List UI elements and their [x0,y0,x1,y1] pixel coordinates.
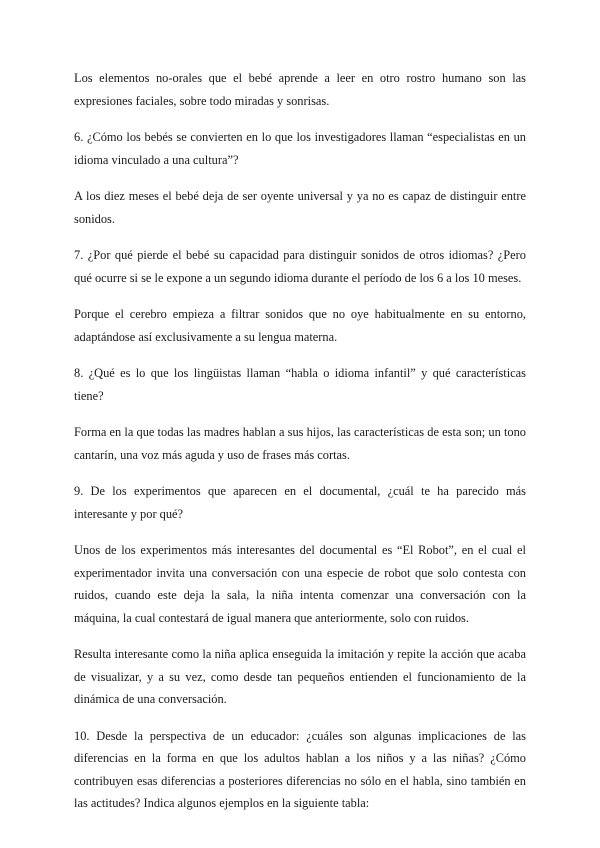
question-7: 7. ¿Por qué pierde el bebé su capacidad para distinguir sonidos de otros idiomas? ¿Pero qué ocurre si se le expone a un segundo idioma durante el período de los 6 a los 10 meses. [74,248,526,285]
answer-6: A los diez meses el bebé deja de ser oyente universal y ya no es capaz de distinguir entre sonidos. [74,189,526,226]
question-9: 9. De los experimentos que aparecen en el documental, ¿cuál te ha parecido más interesante y por qué? [74,484,526,521]
document-body [74,67,526,829]
question-6: 6. ¿Cómo los bebés se convierten en lo que los investigadores llaman “especialistas en un idioma vinculado a una cultura”? [74,130,526,167]
question-10: 10. Desde la perspectiva de un educador: ¿cuáles son algunas implicaciones de las diferencias en la forma en que los adultos hablan a los niños y a las niñas? ¿Cómo contribuyen esas diferencias a posteriores diferencias no sólo en el habla, sino también en las actitudes? Indica algunos ejemplos en la siguiente tabla: [74,728,526,810]
answer-8: Forma en la que todas las madres hablan a sus hijos, las características de esta son; un tono cantarín, una voz más aguda y uso de frases más cortas. [74,425,526,462]
answer-paragraph: Los elementos no-orales que el bebé aprende a leer en otro rostro humano son las expresiones faciales, sobre todo miradas y sonrisas. [74,71,526,108]
answer-9-part-1: Unos de los experimentos más interesantes del documental es “El Robot”, en el cual el experimentador invita una conversación con una especie de robot que solo contesta con ruidos, cuando este deja la sala, la niña intenta comenzar una conversación con la máquina, la cual contestará de igual manera que anteriormente, solo con ruidos. [74,543,526,625]
answer-7: Porque el cerebro empieza a filtrar sonidos que no oye habitualmente en su entorno, adaptándose así exclusivamente a su lengua materna. [74,307,526,344]
question-8: 8. ¿Qué es lo que los lingüistas llaman “habla o idioma infantil” y qué características tiene? [74,366,526,403]
answer-9-part-2: Resulta interesante como la niña aplica enseguida la imitación y repite la acción que acaba de visualizar, y a su vez, como desde tan pequeños entienden el funcionamiento de la dinámica de una conversación. [74,647,526,706]
